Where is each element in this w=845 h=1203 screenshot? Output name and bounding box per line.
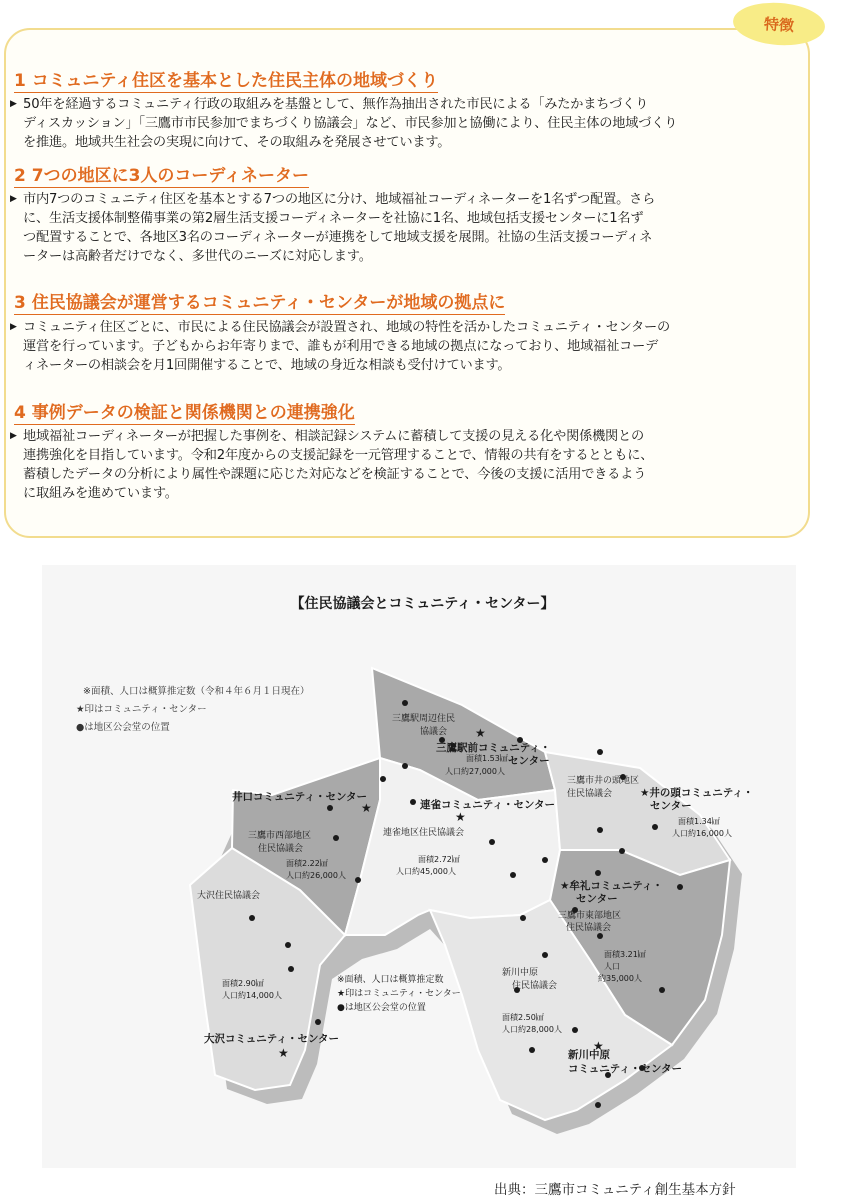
kokaido-dot bbox=[402, 763, 408, 769]
kokaido-dot bbox=[327, 805, 333, 811]
kokaido-dot bbox=[510, 872, 516, 878]
kokaido-dot bbox=[542, 952, 548, 958]
kokaido-dot bbox=[288, 966, 294, 972]
bullet-icon: ▶ bbox=[10, 194, 17, 204]
mitaka-center-label: センター bbox=[508, 755, 550, 767]
inokashira-stats: 面積1.34㎢ bbox=[678, 817, 720, 826]
tobu-stats: 面積3.21㎢ bbox=[604, 950, 646, 959]
kokaido-dot bbox=[520, 915, 526, 921]
body-line: 運営を行っています。子どもからお年寄りまで、誰もが利用できる地域の拠点になっており、地域福祉コーデ bbox=[23, 339, 659, 354]
star-icon: ★ bbox=[455, 810, 466, 824]
osawa-stats: 人口約14,000人 bbox=[222, 991, 282, 1000]
tobu-stats: 約35,000人 bbox=[598, 974, 642, 983]
kokaido-dot bbox=[333, 835, 339, 841]
mitaka-stats: 人口約27,000人 bbox=[445, 767, 505, 776]
kokaido-dot bbox=[249, 915, 255, 921]
shinkawa-jukyo-label: 新川中原 bbox=[502, 968, 539, 978]
mitaka-jukyo-label: 協議会 bbox=[420, 727, 448, 737]
renjaku-stats: 面積2.72㎢ bbox=[418, 855, 460, 864]
osawa-center-label: 大沢コミュニティ・センター bbox=[204, 1033, 340, 1045]
kokaido-dot bbox=[380, 776, 386, 782]
body-line: つ配置することで、各地区3名のコーディネーターが連携をして地域支援を展開。社協の生活支援コーディネ bbox=[23, 230, 653, 245]
mitaka-jukyo-label: 三鷹駅周辺住民 bbox=[392, 714, 456, 724]
body-line: に取組みを進めています。 bbox=[23, 486, 178, 501]
section-3-title: 3 住民協議会が運営するコミュニティ・センターが地域の拠点に bbox=[14, 293, 506, 313]
section-4-title: 4 事例データの検証と関係機関との連携強化 bbox=[14, 403, 355, 423]
body-line: 連携強化を目指しています。令和2年度からの支援記録を一元管理することで、情報の共有をするとともに、 bbox=[23, 448, 654, 463]
body-line: 地域福祉コーディネーターが把握した事例を、相談記録システムに蓄積して支援の見える化や関係機関との bbox=[23, 429, 645, 444]
inokashira-stats: 人口約16,000人 bbox=[672, 829, 732, 838]
seibu-jukyo-label: 住民協議会 bbox=[258, 844, 304, 854]
inokashira-center-label: センター bbox=[650, 800, 692, 812]
shinkawa-center-label: 新川中原 bbox=[568, 1049, 610, 1061]
map-note: ★印はコミュニティ・センター bbox=[76, 704, 207, 715]
section-2-title: 2 7つの地区に3人のコーディネーター bbox=[14, 166, 310, 186]
seibu-stats: 面積2.22㎢ bbox=[286, 859, 328, 868]
kokaido-dot bbox=[542, 857, 548, 863]
kokaido-dot bbox=[597, 827, 603, 833]
renjaku-center-label: 連雀コミュニティ・センター bbox=[420, 799, 556, 811]
kokaido-dot bbox=[315, 1019, 321, 1025]
renjaku-jukyo-label: 連雀地区住民協議会 bbox=[383, 828, 465, 838]
kokaido-dot bbox=[597, 749, 603, 755]
shinkawa-jukyo-label: 住民協議会 bbox=[512, 981, 558, 991]
kokaido-dot bbox=[285, 942, 291, 948]
tobu-jukyo-label: 住民協議会 bbox=[566, 923, 612, 933]
seibu-stats: 人口約26,000人 bbox=[286, 871, 346, 880]
shinkawa-stats: 人口約28,000人 bbox=[502, 1025, 562, 1034]
renjaku-stats: 人口約45,000人 bbox=[396, 867, 456, 876]
iguchi-center-label: 井口コミュニティ・センター bbox=[232, 791, 368, 803]
bullet-icon: ▶ bbox=[10, 431, 17, 441]
body-line: 蓄積したデータの分析により属性や課題に応じた対応などを検証することで、今後の支援に活用できるよう bbox=[23, 467, 647, 482]
kokaido-dot bbox=[619, 848, 625, 854]
mure-center-label: ★牟礼コミュニティ・ bbox=[560, 880, 663, 892]
inokashira-jukyo-label: 三鷹市井の頭地区 bbox=[567, 776, 640, 786]
body-line: ィネーターの相談会を月1回開催することで、地域の身近な相談も受付けています。 bbox=[23, 358, 511, 373]
shinkawa-stats: 面積2.50㎢ bbox=[502, 1013, 544, 1022]
kokaido-dot bbox=[489, 839, 495, 845]
star-icon: ★ bbox=[475, 726, 486, 740]
kokaido-dot bbox=[597, 933, 603, 939]
kokaido-dot bbox=[355, 877, 361, 883]
feature-tag: 特徴 bbox=[732, 0, 827, 48]
tobu-jukyo-label: 三鷹市東部地区 bbox=[558, 911, 622, 921]
mure-center-label: センター bbox=[576, 893, 618, 905]
body-line: ーターは高齢者だけでなく、多世代のニーズに対応します。 bbox=[23, 249, 372, 264]
section-1-title: 1 コミュニティ住区を基本とした住民主体の地域づくり bbox=[14, 71, 439, 91]
kokaido-dot bbox=[529, 1047, 535, 1053]
map-title: 【住民協議会とコミュニティ・センター】 bbox=[290, 596, 555, 612]
kokaido-dot bbox=[595, 1102, 601, 1108]
bullet-icon: ▶ bbox=[10, 99, 17, 109]
osawa-jukyo-label: 大沢住民協議会 bbox=[197, 891, 261, 901]
body-line: コミュニティ住区ごとに、市民による住民協議会が設置され、地域の特性を活かしたコミュニティ・センターの bbox=[23, 320, 670, 335]
body-line: を推進。地域共生社会の実現に向けて、その取組みを発展させています。 bbox=[23, 135, 451, 150]
mitaka-stats: 面積1.53㎢ bbox=[466, 754, 508, 763]
mitaka-center-label: 三鷹駅前コミュニティ・ bbox=[436, 742, 551, 754]
kokaido-dot bbox=[595, 870, 601, 876]
map-legend: ★印はコミュニティ・センター bbox=[337, 989, 461, 999]
star-icon: ★ bbox=[361, 801, 372, 815]
shinkawa-center-label: コミュニティ・センター bbox=[568, 1063, 683, 1075]
inokashira-center-label: ★井の頭コミュニティ・ bbox=[640, 787, 754, 799]
kokaido-dot bbox=[410, 799, 416, 805]
kokaido-dot bbox=[659, 987, 665, 993]
body-line: に、生活支援体制整備事業の第2層生活支援コーディネーターを社協に1名、地域包括支援センターに1名ず bbox=[23, 211, 644, 226]
inokashira-jukyo-label: 住民協議会 bbox=[567, 789, 613, 799]
bullet-icon: ▶ bbox=[10, 322, 17, 332]
tobu-stats: 人口 bbox=[604, 962, 620, 971]
body-line: 50年を経過するコミュニティ行政の取組みを基盤として、無作為抽出された市民による「みたかまちづくり bbox=[23, 97, 649, 112]
map-legend: ※面積、人口は概算推定数 bbox=[337, 975, 444, 985]
body-line: ディスカッション」「三鷹市市民参加でまちづくり協議会」など、市民参加と協働により、住民主体の地域づくり bbox=[23, 116, 678, 131]
kokaido-dot bbox=[402, 700, 408, 706]
osawa-stats: 面積2.90㎢ bbox=[222, 979, 264, 988]
map-note: ※面積、人口は概算推定数（令和４年６月１日現在） bbox=[83, 686, 310, 697]
seibu-jukyo-label: 三鷹市西部地区 bbox=[248, 831, 312, 841]
map-note: ●は地区公会堂の位置 bbox=[76, 722, 170, 733]
source-credit: 出典：三鷹市コミュニティ創生基本方針 bbox=[494, 1182, 736, 1198]
map-legend: ●は地区公会堂の位置 bbox=[337, 1003, 426, 1013]
kokaido-dot bbox=[572, 1027, 578, 1033]
body-line: 市内7つのコミュニティ住区を基本とする7つの地区に分け、地域福祉コーディネーターを1名ずつ配置。さら bbox=[23, 192, 656, 207]
kokaido-dot bbox=[652, 824, 658, 830]
star-icon: ★ bbox=[278, 1046, 289, 1060]
star-icon: ★ bbox=[593, 1039, 604, 1053]
kokaido-dot bbox=[677, 884, 683, 890]
